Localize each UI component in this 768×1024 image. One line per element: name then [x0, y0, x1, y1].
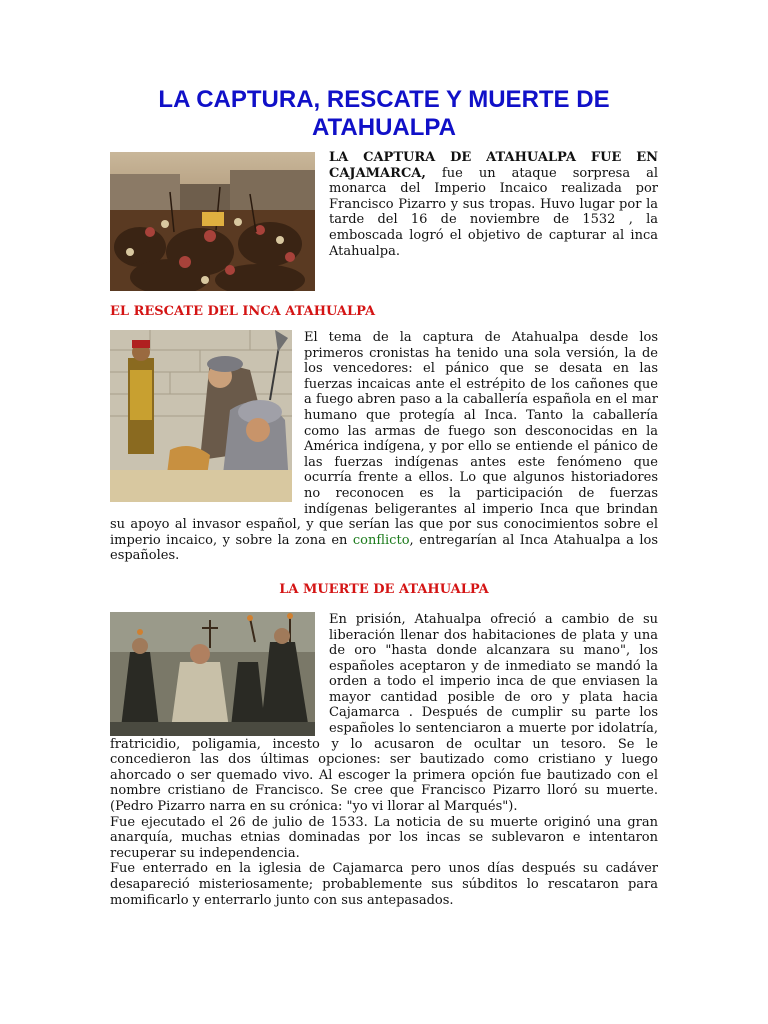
page-title: LA CAPTURA, RESCATE Y MUERTE DE ATAHUALPA: [158, 86, 610, 141]
document-page: [110, 86, 658, 908]
link-francisco-pizarro[interactable]: Francisco Pizarro: [329, 196, 447, 212]
link-imperio-incaico[interactable]: Imperio Incaico: [434, 181, 548, 197]
death-heading: LA MUERTE DE ATAHUALPA: [279, 581, 489, 597]
capture-text-b: realizada por: [547, 181, 658, 197]
capture-text-a: fue un ataque sorpresa al monarca del: [329, 165, 658, 197]
capture-text-c: y sus tropas. Huvo lugar por la tarde del 16 de noviembre de 1532 , la emboscada logró el objetivo de capturar al inca: [329, 196, 658, 243]
section-capture: [110, 150, 658, 291]
rescue-illustration: [110, 330, 292, 502]
link-atahualpa[interactable]: Atahualpa: [329, 243, 396, 259]
section-rescue: [110, 304, 658, 564]
death-paragraph-3: Fue enterrado en la iglesia de Cajamarca pero unos días después su cadáver desapareció misteriosamente; probablemente sus súbditos lo rescataron para momificarlo y enterrarlo junto con sus antepasados.: [110, 861, 658, 908]
death-paragraph-1: En prisión, Atahualpa ofreció a cambio de su liberación llenar dos habitaciones de plata y una de oro "hasta donde alcanzara su mano", los españoles aceptaron y de inmediato se mandó la orden a todo el imperio inca de que enviasen la mayor cantidad posible de oro y plata hacia Cajamarca . Después de cumplir su parte los españoles lo sentenciaron a muerte por idolatría, fratricidio, poligamia, incesto y lo acusaron de ocultar un tesoro. Se le concedieron las dos últimas opciones: ser bautizado como cristiano y luego ahorcado o ser quemado vivo. Al escoger la primera opción fue bautizado con el nombre cristiano de Francisco. Se cree que Francisco Pizarro lloró su muerte. (Pedro Pizarro narra en su crónica: "yo vi llorar al Marqués").: [110, 611, 658, 815]
capture-bold-intro: LA CAPTURA DE ATAHUALPA FUE EN CAJAMARCA,: [329, 150, 658, 181]
rescue-heading: EL RESCATE DEL INCA ATAHUALPA: [110, 304, 376, 319]
capture-text-d: .: [395, 243, 401, 259]
rescue-text-b: , entregarían al Inca Atahualpa a los españoles.: [110, 532, 659, 564]
death-painting: [110, 612, 315, 736]
link-conflicto[interactable]: conflicto: [352, 532, 410, 548]
capture-painting: [110, 152, 315, 291]
section-death: [110, 582, 658, 908]
rescue-text-a: El tema de la captura de Atahualpa desde los primeros cronistas ha tenido una sola versión, la de los vencedores: el pánico que se desata en las fuerzas incaicas ante el estrépito de los cañones que a fuego abren paso a la caballería española en el mar humano que protegía al Inca. Tanto la caballería como las armas de fuego son desconocidas en la América indígena, y por ello se entiende el pánico de las fuerzas indígenas antes este fenómeno que ocurría frente a ellos. Lo que algunos historiadores no reconocen es la participación de fuerzas indígenas beligerantes al imperio Inca que brindan su apoyo al invasor español, y que serían las que por sus conocimientos sobre el imperio incaico, y sobre la zona en: [110, 330, 658, 548]
death-paragraph-2: Fue ejecutado el 26 de julio de 1533. La noticia de su muerte originó una gran anarquía, muchas etnias dominadas por los incas se sublevaron e intentaron recuperar su independencia.: [110, 814, 658, 861]
